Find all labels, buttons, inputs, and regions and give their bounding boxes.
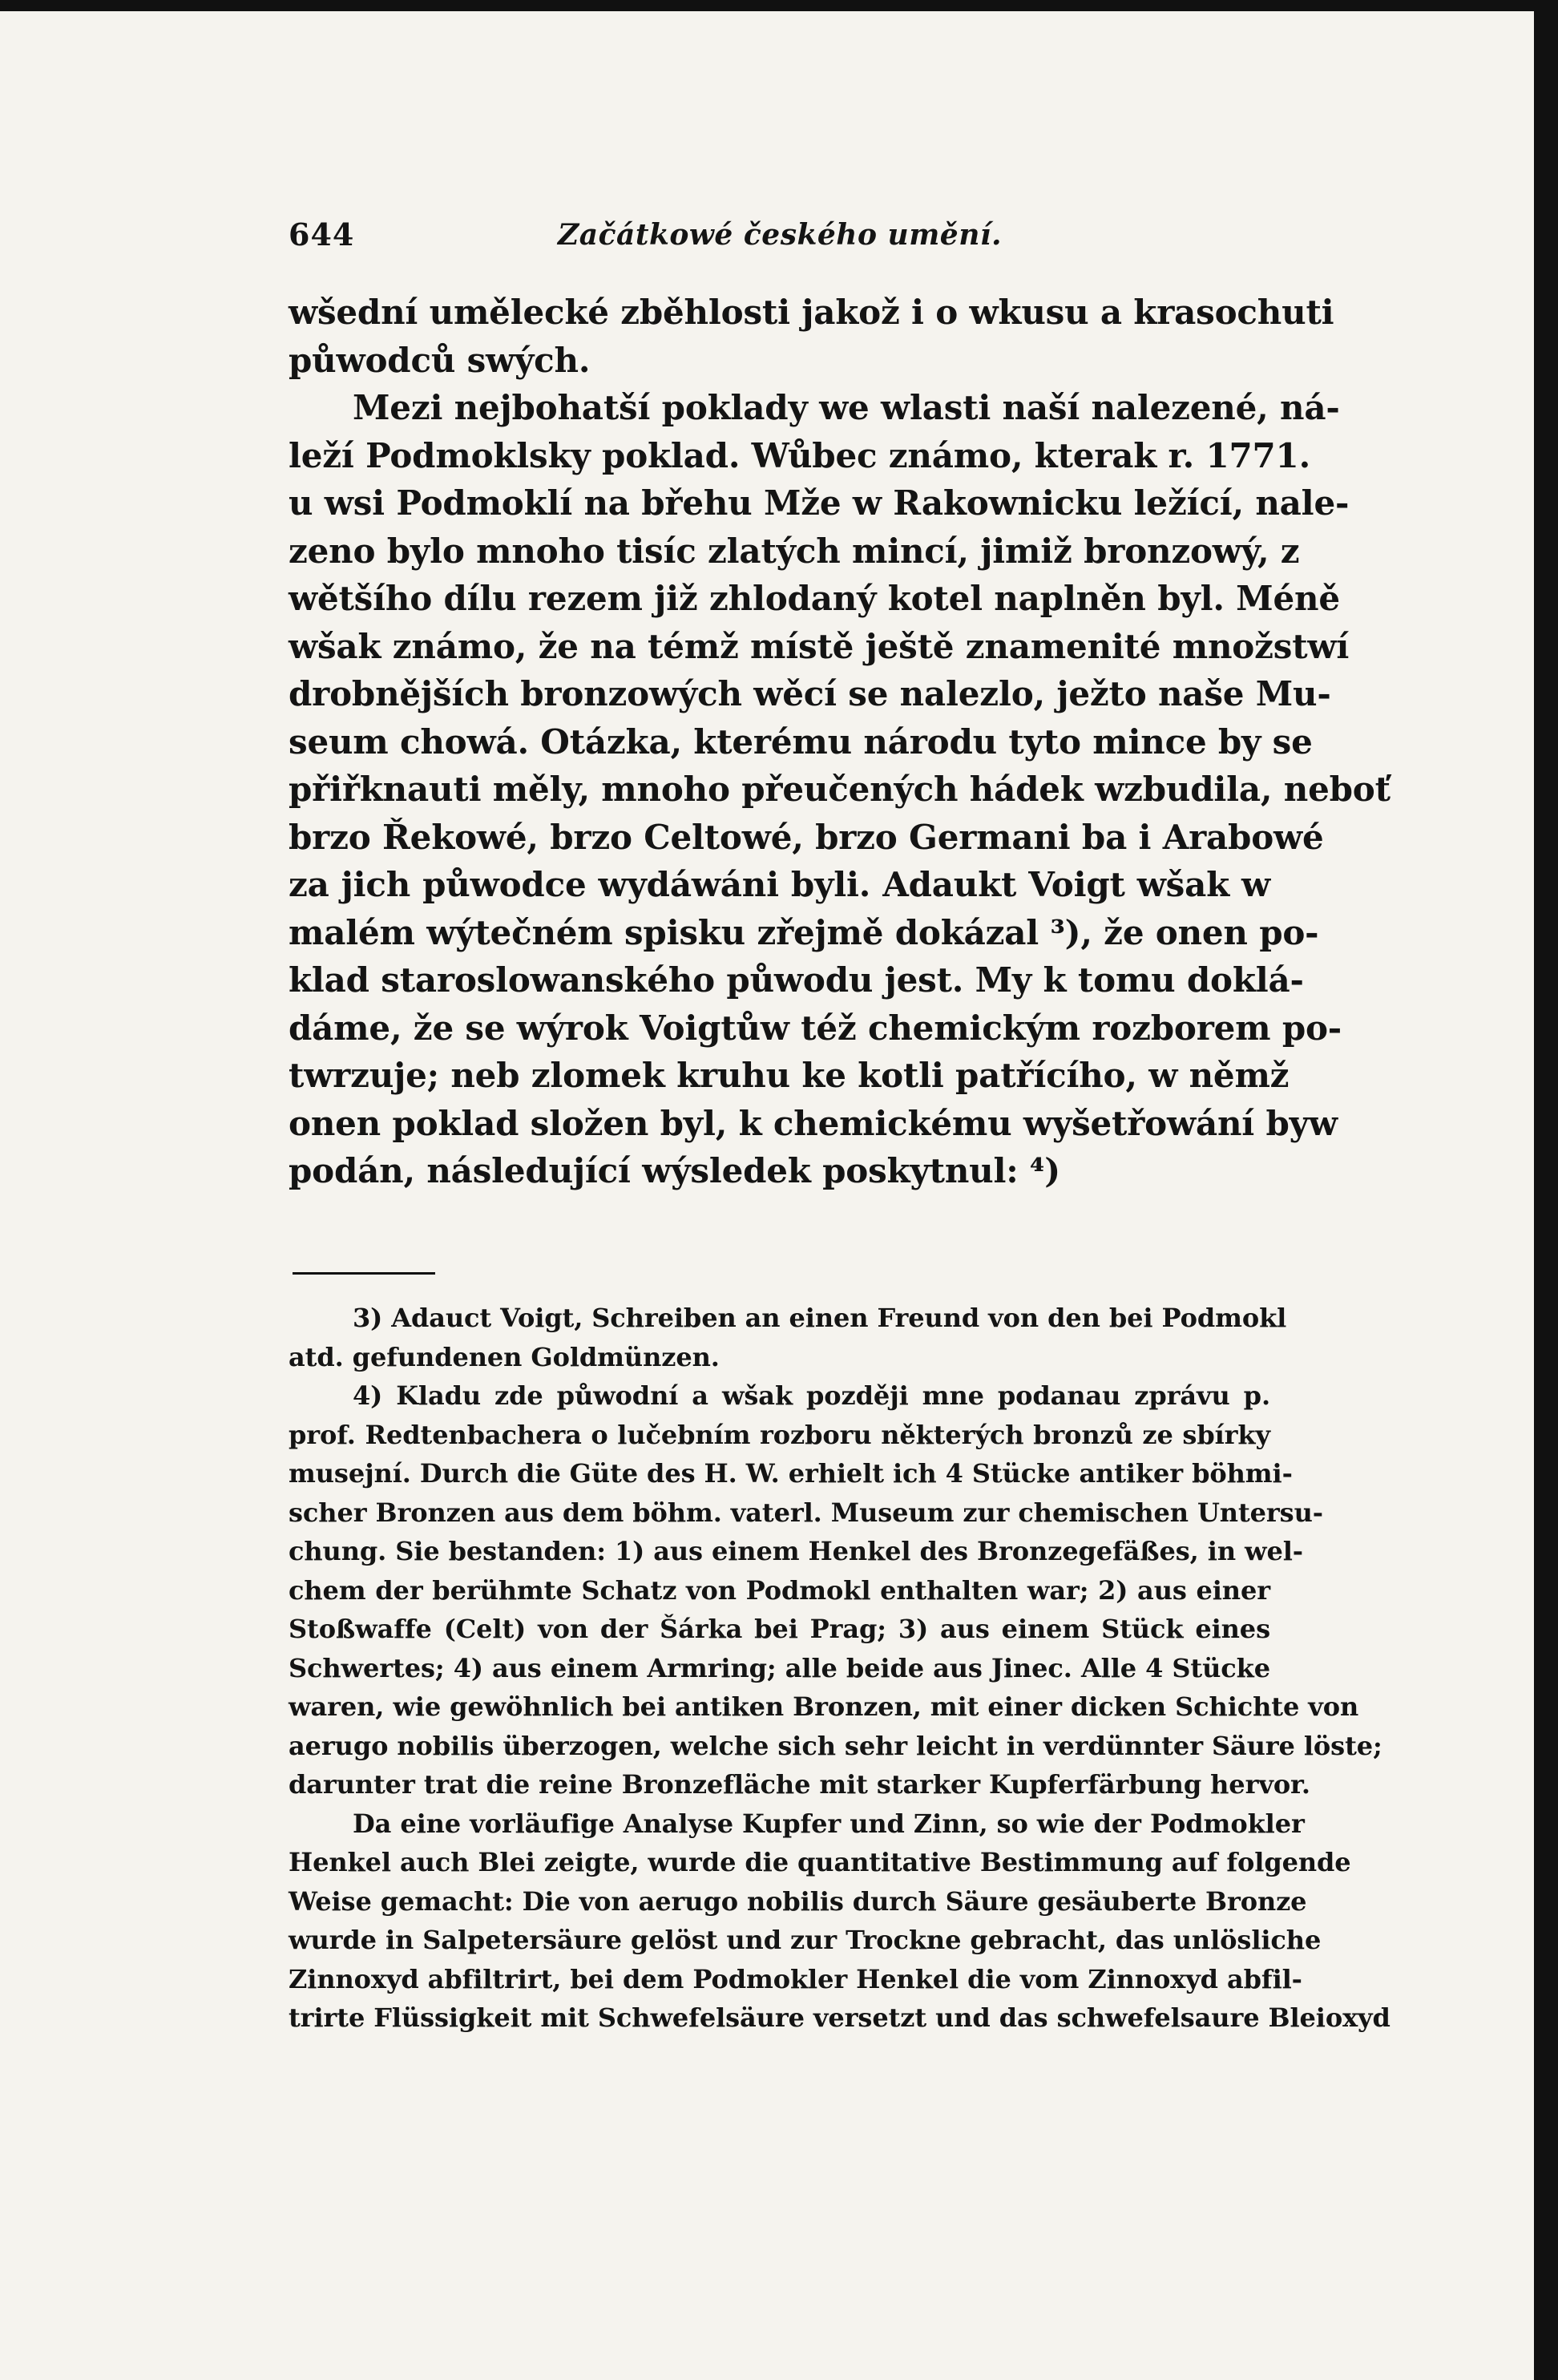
footnote-line: 3) Adauct Voigt, Schreiben an einen Freund von den bei Podmokl	[353, 1303, 1287, 1333]
body-line: dáme, že se wýrok Voigtůw též chemickým rozborem po-	[289, 1008, 1342, 1048]
footnote-separator	[293, 1272, 435, 1275]
footnote-line: atd. gefundenen Goldmünzen.	[289, 1341, 720, 1372]
running-title: Začátkowé českého umění.	[558, 218, 1003, 252]
footnote-line: prof. Redtenbachera o lučebním rozboru některých bronzů ze sbírky	[289, 1419, 1270, 1450]
body-line: onen poklad složen byl, k chemickému wyšetřowání byw	[289, 1103, 1338, 1143]
footnote-line: trirte Flüssigkeit mit Schwefelsäure versetzt und das schwefelsaure Bleioxyd	[289, 2002, 1390, 2033]
body-line: Mezi nejbohatší poklady we wlasti naší nalezené, ná-	[353, 388, 1340, 427]
body-line: klad staroslowanského půwodu jest. My k tomu doklá-	[289, 960, 1304, 1000]
body-line: malém wýtečném spisku zřejmě dokázal ³), že onen po-	[289, 912, 1319, 952]
footnote-line: wurde in Salpetersäure gelöst und zur Trockne gebracht, das unlösliche	[289, 1925, 1322, 1955]
body-line: brzo Řekowé, brzo Celtowé, brzo Germani ba i Arabowé	[289, 817, 1324, 857]
body-line: leží Podmoklsky poklad. Wůbec známo, kterak r. 1771.	[289, 435, 1310, 475]
main-text	[289, 289, 1390, 1195]
scan-border-right	[1534, 0, 1558, 2380]
footnotes	[289, 1299, 1390, 2038]
body-line: zeno bylo mnoho tisíc zlatých mincí, jimiž bronzowý, z	[289, 531, 1300, 571]
footnote-line: waren, wie gewöhnlich bei antiken Bronzen, mit einer dicken Schichte von	[289, 1691, 1359, 1722]
footnote-line: scher Bronzen aus dem böhm. vaterl. Museum zur chemischen Untersu-	[289, 1497, 1323, 1528]
body-line: wětšího dílu rezem již zhlodaný kotel naplněn byl. Méně	[289, 579, 1340, 618]
body-line: drobnějších bronzowých wěcí se nalezlo, ježto naše Mu-	[289, 674, 1331, 713]
footnote-line: aerugo nobilis überzogen, welche sich sehr leicht in verdünnter Säure löste;	[289, 1730, 1382, 1761]
footnote-line: Schwertes; 4) aus einem Armring; alle beide aus Jinec. Alle 4 Stücke	[289, 1652, 1270, 1683]
body-line: wšední umělecké zběhlosti jakož i o wkusu a krasochuti	[289, 293, 1334, 332]
footnote-line: 4) Kladu zde půwodní a wšak později mne podanau zprávu p.	[353, 1380, 1270, 1411]
footnote-line: Zinnoxyd abfiltrirt, bei dem Podmokler Henkel die vom Zinnoxyd abfil-	[289, 1963, 1302, 1994]
body-line: wšak známo, že na témž místě ještě znamenité množstwí	[289, 626, 1350, 666]
page-number: 644	[289, 216, 355, 253]
page-header	[289, 216, 1266, 265]
footnote-line: chem der berühmte Schatz von Podmokl enthalten war; 2) aus einer	[289, 1574, 1270, 1606]
footnote-line: musejní. Durch die Güte des H. W. erhielt ich 4 Stücke antiker böhmi-	[289, 1458, 1293, 1489]
body-line: podán, následující wýsledek poskytnul: ⁴)	[289, 1151, 1060, 1190]
footnote-line: Stoßwaffe (Celt) von der Šárka bei Prag; 3) aus einem Stück eines	[289, 1614, 1270, 1644]
footnote-line: darunter trat die reine Bronzefläche mit starker Kupferfärbung hervor.	[289, 1769, 1310, 1800]
scan-border-top	[0, 0, 1558, 11]
body-line: přiřknauti měly, mnoho přeučených hádek wzbudila, neboť	[289, 770, 1390, 809]
body-line: za jich půwodce wydáwáni byli. Adaukt Voigt wšak w	[289, 865, 1270, 904]
body-line: seum chowá. Otázka, kterému národu tyto mince by se	[289, 721, 1313, 762]
body-line: twrzuje; neb zlomek kruhu ke kotli patřícího, w němž	[289, 1056, 1290, 1095]
footnote-line: chung. Sie bestanden: 1) aus einem Henkel des Bronzegefäßes, in wel-	[289, 1536, 1303, 1566]
footnote-line: Henkel auch Blei zeigte, wurde die quantitative Bestimmung auf folgende	[289, 1847, 1351, 1877]
footnote-line: Weise gemacht: Die von aerugo nobilis durch Säure gesäuberte Bronze	[289, 1885, 1307, 1917]
body-line: u wsi Podmoklí na břehu Mže w Rakownicku ležící, nale-	[289, 483, 1350, 523]
body-line: půwodců swých.	[289, 340, 591, 380]
footnote-line: Da eine vorläufige Analyse Kupfer und Zinn, so wie der Podmokler	[353, 1808, 1305, 1839]
